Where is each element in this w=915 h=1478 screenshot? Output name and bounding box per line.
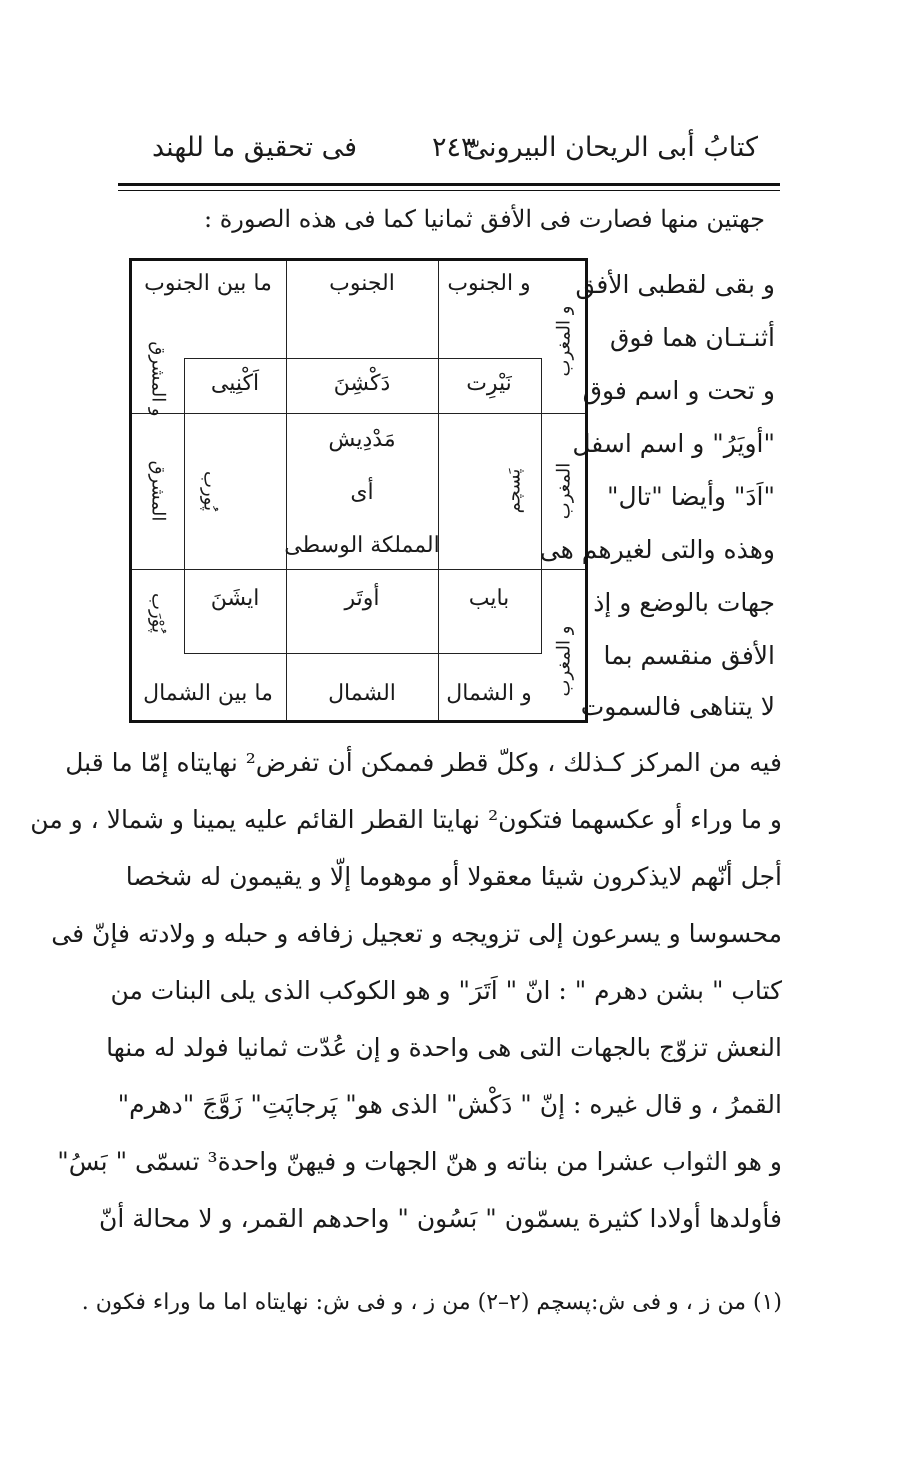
side-line: الأفق منقسم بما <box>603 641 775 670</box>
label-between-south: ما بين الجنوب <box>144 271 272 296</box>
label-nairrita: نَيْرِت <box>466 371 512 396</box>
body-line: كتاب " بشن دهرم " : انّ " اَتَرَ" و هو الكوكب الذى يلى البنات من <box>110 976 782 1005</box>
side-line: "اَدَ" وأيضا "تال" <box>607 482 775 511</box>
body-line: فيه من المركز كـذلك ، وكلّ قطر فممكن أن تفرض² نهايتاه إمّا ما قبل <box>65 748 782 777</box>
label-west: المغرب <box>553 462 575 520</box>
label-paschim-inner: پَسچم <box>503 468 525 514</box>
label-ay: أى <box>350 480 374 505</box>
side-line: لا يتناهى فالسموت <box>580 692 775 721</box>
body-line: القمرُ ، و قال غيره : إنّ " دَكْش" الذى هو" پَرجاپَتِ" زَوَّجَ "دهرم" <box>117 1090 782 1119</box>
body-line: محسوسا و يسرعون إلى تزويجه و تعجيل زفافه و حبله و ولادته فإنّ فى <box>51 919 782 948</box>
label-aishana: ايشَنَ <box>210 586 260 611</box>
body-line: فأولدها أولادا كثيرة يسمّون " بَسُون " واحدهم القمر، و لا محالة أنّ <box>98 1204 782 1233</box>
label-and-west-top: و المغرب <box>553 305 575 377</box>
label-east: المشرق <box>147 460 169 522</box>
side-line: وهذه والتى لغيرهم هى <box>539 535 775 564</box>
label-between-north: ما بين الشمال <box>143 681 273 706</box>
label-vayava: بايب <box>468 586 510 611</box>
side-line: جهات بالوضع و إذ <box>593 588 775 617</box>
side-line: و بقى لقطبى الأفق <box>575 270 775 299</box>
label-and-south: و الجنوب <box>447 271 531 296</box>
side-line: و تحت و اسم فوق <box>582 376 775 405</box>
label-middle-kingdom: المملكة الوسطى <box>284 533 440 558</box>
side-line: أثنـتـان هما فوق <box>609 323 775 352</box>
body-line: النعش تزوّج بالجهات التى هى واحدة و إن عُدّت ثمانيا فولد له منها <box>106 1033 782 1062</box>
label-north: الشمال <box>328 681 396 706</box>
body-line: و هو الثواب عشرا من بناته و هنّ الجهات و فيهنّ واحدة³ تسمّى " بَسُ" <box>57 1147 782 1176</box>
running-subtitle: فى تحقيق ما للهند <box>152 132 358 163</box>
footnote: (١) من ز ، و فى ش:پسچم (٢–٢) من ز ، و فى ش: نهايتاه اما ما وراء فكون . <box>81 1290 782 1315</box>
side-line: "أويَرُ" و اسم اسفل <box>572 429 775 458</box>
label-madhyadesha: مَدْدِيش <box>328 427 396 452</box>
label-purab: پُوْرَب <box>147 593 169 633</box>
label-and-west-bottom: و المغرب <box>553 625 575 697</box>
label-uttara: أوتَر <box>344 586 380 611</box>
label-south: الجنوب <box>329 271 395 296</box>
label-dakshina: دَكْشِنَ <box>333 371 391 396</box>
label-agneyi: اَكْنِيى <box>210 371 260 396</box>
header-rule-thin <box>118 190 780 191</box>
directions-diagram <box>129 258 588 723</box>
running-title: كتابُ أبى الريحان البيرونىّ <box>466 132 758 163</box>
header-rule-thick <box>118 183 780 186</box>
label-purab-inner: پُورب <box>199 471 221 511</box>
grid-line <box>132 569 585 570</box>
grid-line <box>132 413 585 414</box>
body-line: أجل أنّهم لايذكرون شيئا معقولا أو موهوما إلّا و يقيمون له شخصا <box>125 862 782 891</box>
label-and-east-top: و المشرق <box>147 341 169 417</box>
page-number: ٢٤٣ <box>432 132 476 163</box>
body-line: و ما وراء أو عكسهما فتكون² نهايتا القطر القائم عليه يمينا و شمالا ، و من <box>30 805 782 834</box>
label-and-north: و الشمال <box>446 681 532 706</box>
intro-line: جهتين منها فصارت فى الأفق ثمانيا كما فى هذه الصورة : <box>204 205 765 233</box>
